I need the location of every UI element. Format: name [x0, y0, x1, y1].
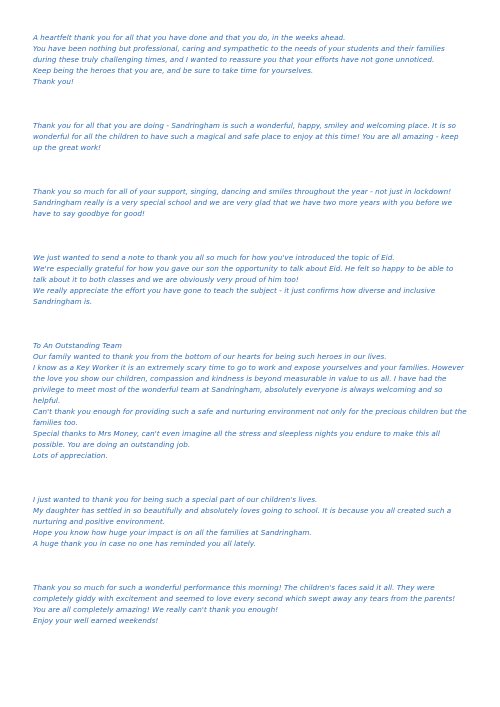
note-line: A huge thank you in case no one has reminded you all lately.: [33, 539, 256, 548]
note-6: [33, 494, 469, 549]
note-1: [33, 32, 469, 87]
note-line: Thank you for all that you are doing - Sandringham is such a wonderful, happy, smiley and welcoming place. It is so wonderful for all the children to have such a magical and safe place to enjoy at this time! You are all amazing - keep up the great work!: [33, 121, 459, 152]
note-line: Special thanks to Mrs Money, can't even imagine all the stress and sleepless nights you endure to make this all possible. You are doing an outstanding job.: [33, 429, 440, 449]
note-line: Thank you so much for all of your support, singing, dancing and smiles throughout the year - not just in lockdown!: [33, 187, 452, 196]
note-5: [33, 340, 469, 461]
note-line: Can't thank you enough for providing such a safe and nurturing environment not only for the precious children but the families too.: [33, 407, 467, 427]
note-4: [33, 252, 469, 307]
note-line: Keep being the heroes that you are, and be sure to take time for yourselves.: [33, 66, 314, 75]
note-line: Thank you so much for such a wonderful performance this morning! The children's faces said it all. They were completely giddy with excitement and seemed to love every second which swept away any tears from the parents!: [33, 583, 456, 603]
note-line: A heartfelt thank you for all that you have done and that you do, in the weeks ahead.: [33, 33, 346, 42]
note-line: Enjoy your well earned weekends!: [33, 616, 159, 625]
note-line: I know as a Key Worker it is an extremely scary time to go to work and expose yourselves and your families. However the love you show our children, compassion and kindness is beyond measurable in value to us all. I have had the privilege to meet most of the wonderful team at Sandringham, absolutely everyone is always welcoming and so helpful.: [33, 363, 465, 405]
note-line: Lots of appreciation.: [33, 451, 108, 460]
note-2: [33, 120, 469, 153]
note-line: We're especially grateful for how you gave our son the opportunity to talk about Eid. He felt so happy to be able to talk about it to both classes and we are obviously very proud of him too!: [33, 264, 454, 284]
note-line: You have been nothing but professional, caring and sympathetic to the needs of your students and their families during these truly challenging times, and I wanted to reassure you that your efforts have not gone unnoticed.: [33, 44, 445, 64]
note-line: Hope you know how huge your impact is on all the families at Sandringham.: [33, 528, 312, 537]
note-line: We just wanted to send a note to thank you all so much for how you've introduced the topic of Eid.: [33, 253, 395, 262]
note-line: You are all completely amazing! We really can't thank you enough!: [33, 605, 279, 614]
note-3: [33, 186, 469, 219]
note-line: I just wanted to thank you for being such a special part of our children's lives.: [33, 495, 318, 504]
note-line: Our family wanted to thank you from the bottom of our hearts for being such heroes in our lives.: [33, 352, 387, 361]
note-line: We really appreciate the effort you have gone to teach the subject - it just confirms how diverse and inclusive Sandringham is.: [33, 286, 436, 306]
note-line: Thank you!: [33, 77, 74, 86]
note-line: Sandringham really is a very special school and we are very glad that we have two more years with you before we have to say goodbye for good!: [33, 198, 453, 218]
note-line: My daughter has settled in so beautifully and absolutely loves going to school. It is because you all created such a nurturing and positive environment.: [33, 506, 452, 526]
note-heading: To An Outstanding Team: [33, 341, 122, 350]
note-7: [33, 582, 469, 626]
